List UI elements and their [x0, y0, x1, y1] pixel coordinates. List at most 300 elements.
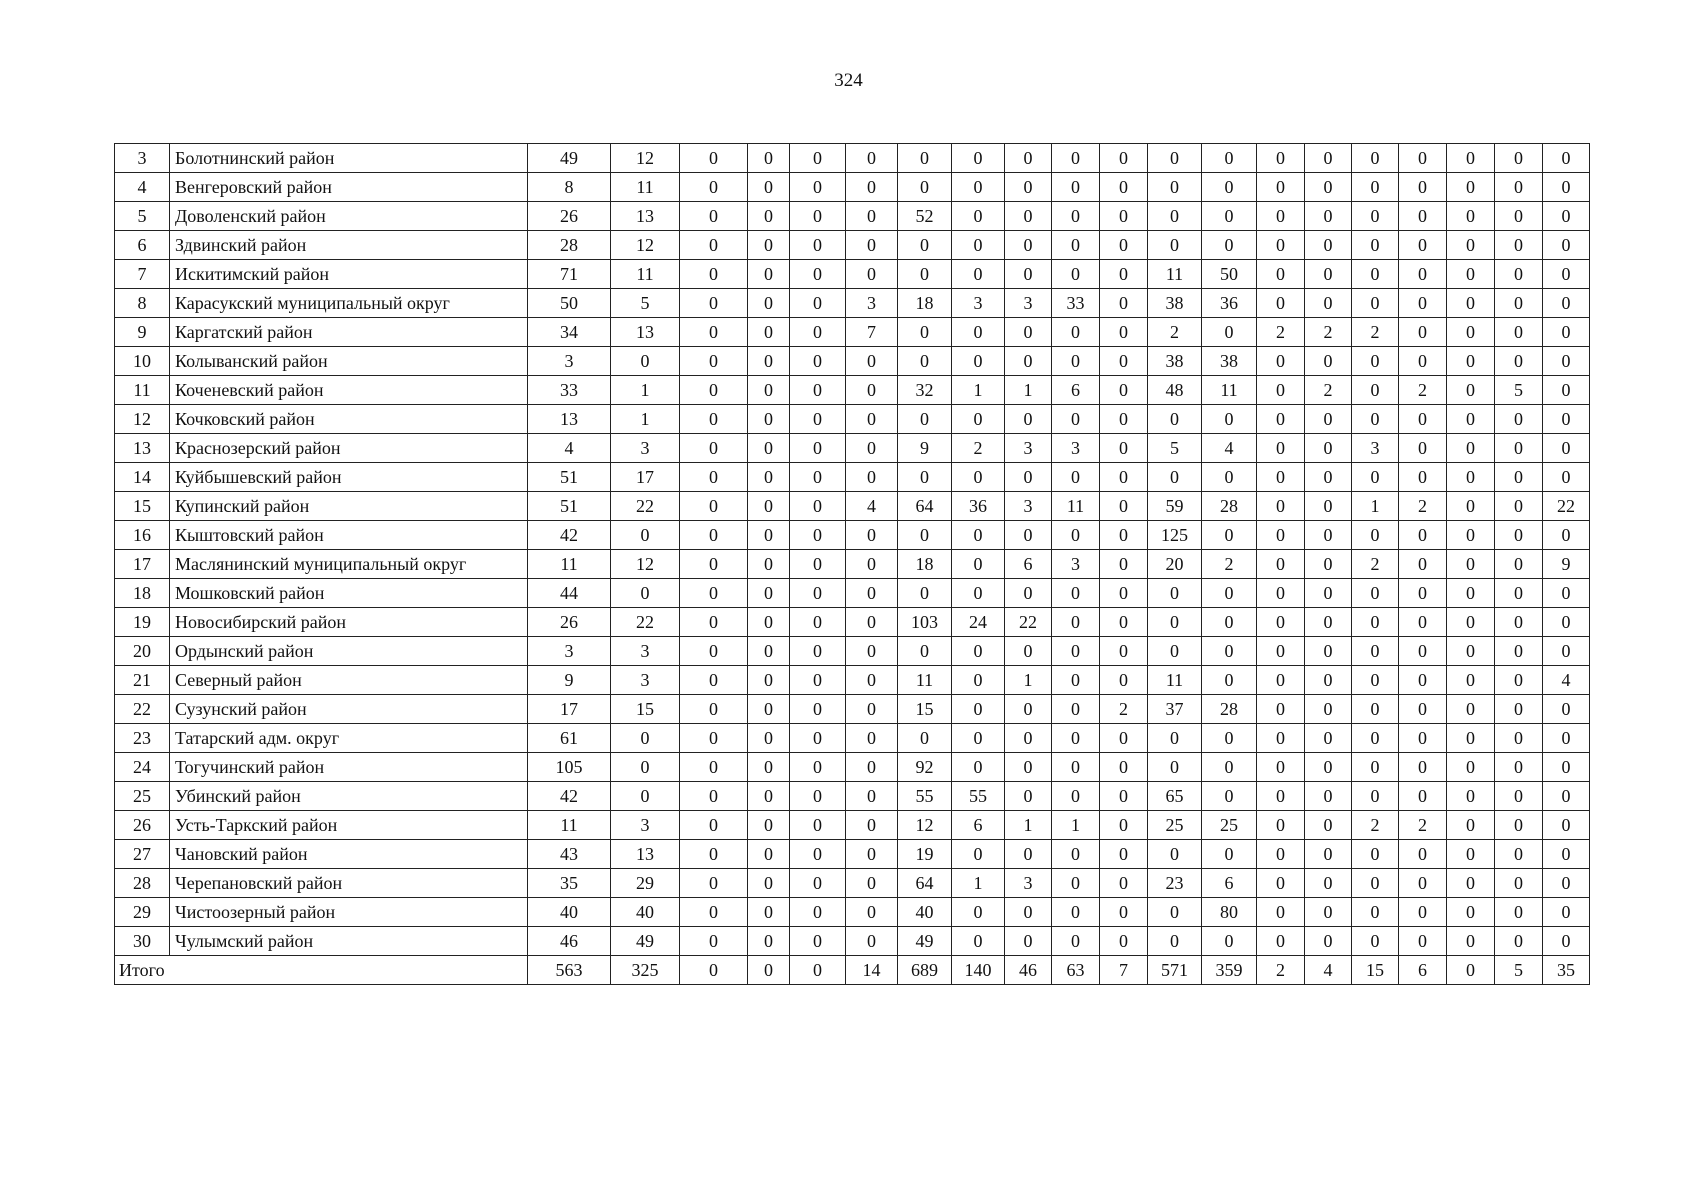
value-cell: 24	[952, 608, 1005, 637]
value-cell: 0	[1352, 202, 1399, 231]
value-cell: 0	[748, 521, 790, 550]
value-cell: 0	[1257, 898, 1305, 927]
value-cell: 0	[1100, 608, 1148, 637]
value-cell: 0	[1447, 318, 1495, 347]
table-row	[115, 173, 1590, 202]
value-cell: 0	[1495, 492, 1543, 521]
value-cell: 0	[790, 202, 846, 231]
value-cell: 11	[611, 173, 680, 202]
value-cell: 0	[1257, 260, 1305, 289]
value-cell: 0	[790, 782, 846, 811]
value-cell: 0	[898, 579, 952, 608]
value-cell: 0	[1352, 289, 1399, 318]
value-cell: 0	[1495, 753, 1543, 782]
district-name: Черепановский район	[170, 869, 528, 898]
value-cell: 0	[748, 550, 790, 579]
value-cell: 0	[680, 579, 748, 608]
district-name: Болотнинский район	[170, 144, 528, 173]
value-cell: 0	[1495, 724, 1543, 753]
value-cell: 0	[1399, 550, 1447, 579]
value-cell: 0	[790, 753, 846, 782]
value-cell: 0	[1352, 231, 1399, 260]
district-name: Купинский район	[170, 492, 528, 521]
row-number: 28	[115, 869, 170, 898]
district-name: Новосибирский район	[170, 608, 528, 637]
value-cell: 18	[898, 289, 952, 318]
table-row	[115, 202, 1590, 231]
total-value-cell: 689	[898, 956, 952, 985]
value-cell: 0	[1148, 463, 1202, 492]
value-cell: 0	[1100, 260, 1148, 289]
value-cell: 103	[898, 608, 952, 637]
value-cell: 0	[1148, 202, 1202, 231]
table-row	[115, 811, 1590, 840]
value-cell: 0	[748, 376, 790, 405]
value-cell: 0	[1447, 463, 1495, 492]
value-cell: 25	[1202, 811, 1257, 840]
value-cell: 51	[528, 492, 611, 521]
value-cell: 0	[1543, 753, 1590, 782]
value-cell: 0	[1100, 231, 1148, 260]
value-cell: 0	[1305, 869, 1352, 898]
value-cell: 38	[1148, 347, 1202, 376]
value-cell: 0	[1447, 405, 1495, 434]
row-number: 4	[115, 173, 170, 202]
value-cell: 0	[1305, 579, 1352, 608]
value-cell: 0	[952, 405, 1005, 434]
value-cell: 49	[528, 144, 611, 173]
value-cell: 0	[1495, 434, 1543, 463]
value-cell: 0	[1495, 666, 1543, 695]
table-row	[115, 318, 1590, 347]
value-cell: 0	[1399, 927, 1447, 956]
value-cell: 0	[1005, 579, 1052, 608]
value-cell: 0	[952, 202, 1005, 231]
value-cell: 0	[846, 753, 898, 782]
value-cell: 0	[1148, 724, 1202, 753]
value-cell: 0	[1257, 753, 1305, 782]
value-cell: 1	[952, 376, 1005, 405]
value-cell: 0	[1399, 608, 1447, 637]
value-cell: 2	[1399, 376, 1447, 405]
value-cell: 0	[748, 289, 790, 318]
value-cell: 26	[528, 608, 611, 637]
value-cell: 0	[1352, 260, 1399, 289]
value-cell: 0	[1305, 260, 1352, 289]
value-cell: 0	[1447, 202, 1495, 231]
row-number: 7	[115, 260, 170, 289]
value-cell: 0	[611, 347, 680, 376]
value-cell: 12	[611, 144, 680, 173]
value-cell: 0	[611, 753, 680, 782]
value-cell: 13	[611, 318, 680, 347]
value-cell: 0	[1399, 318, 1447, 347]
value-cell: 0	[1052, 608, 1100, 637]
value-cell: 0	[1005, 231, 1052, 260]
value-cell: 0	[1543, 608, 1590, 637]
value-cell: 4	[1202, 434, 1257, 463]
value-cell: 0	[1495, 869, 1543, 898]
value-cell: 0	[1202, 521, 1257, 550]
value-cell: 0	[1447, 550, 1495, 579]
value-cell: 0	[952, 463, 1005, 492]
value-cell: 0	[1305, 492, 1352, 521]
value-cell: 0	[1543, 927, 1590, 956]
row-number: 22	[115, 695, 170, 724]
value-cell: 0	[790, 463, 846, 492]
value-cell: 0	[1352, 463, 1399, 492]
table-row	[115, 608, 1590, 637]
value-cell: 0	[1257, 782, 1305, 811]
table-row	[115, 376, 1590, 405]
value-cell: 0	[680, 753, 748, 782]
value-cell: 0	[1005, 927, 1052, 956]
value-cell: 0	[1100, 202, 1148, 231]
value-cell: 0	[1447, 231, 1495, 260]
value-cell: 0	[898, 231, 952, 260]
value-cell: 0	[1052, 753, 1100, 782]
value-cell: 2	[1305, 318, 1352, 347]
value-cell: 0	[1399, 173, 1447, 202]
value-cell: 0	[1543, 637, 1590, 666]
value-cell: 0	[1447, 376, 1495, 405]
value-cell: 0	[1399, 695, 1447, 724]
value-cell: 17	[611, 463, 680, 492]
value-cell: 36	[1202, 289, 1257, 318]
value-cell: 9	[898, 434, 952, 463]
value-cell: 0	[748, 608, 790, 637]
value-cell: 20	[1148, 550, 1202, 579]
value-cell: 0	[680, 463, 748, 492]
value-cell: 0	[748, 231, 790, 260]
value-cell: 0	[1100, 724, 1148, 753]
value-cell: 0	[1399, 840, 1447, 869]
value-cell: 0	[1352, 579, 1399, 608]
row-number: 25	[115, 782, 170, 811]
total-value-cell: 325	[611, 956, 680, 985]
value-cell: 0	[680, 434, 748, 463]
row-number: 16	[115, 521, 170, 550]
value-cell: 0	[1100, 463, 1148, 492]
value-cell: 0	[680, 521, 748, 550]
value-cell: 0	[748, 782, 790, 811]
value-cell: 38	[1148, 289, 1202, 318]
row-number: 30	[115, 927, 170, 956]
district-name: Мошковский район	[170, 579, 528, 608]
value-cell: 0	[1447, 289, 1495, 318]
district-name: Кочковский район	[170, 405, 528, 434]
value-cell: 0	[1305, 550, 1352, 579]
value-cell: 0	[1305, 637, 1352, 666]
value-cell: 0	[846, 521, 898, 550]
value-cell: 0	[1148, 753, 1202, 782]
value-cell: 0	[1543, 521, 1590, 550]
value-cell: 0	[1257, 434, 1305, 463]
value-cell: 9	[528, 666, 611, 695]
value-cell: 0	[1495, 347, 1543, 376]
district-name: Каргатский район	[170, 318, 528, 347]
value-cell: 0	[790, 347, 846, 376]
value-cell: 65	[1148, 782, 1202, 811]
value-cell: 0	[748, 318, 790, 347]
row-number: 23	[115, 724, 170, 753]
value-cell: 0	[952, 173, 1005, 202]
value-cell: 0	[790, 724, 846, 753]
value-cell: 55	[952, 782, 1005, 811]
value-cell: 9	[1543, 550, 1590, 579]
value-cell: 0	[1100, 173, 1148, 202]
value-cell: 3	[528, 347, 611, 376]
total-value-cell: 15	[1352, 956, 1399, 985]
value-cell: 0	[1148, 840, 1202, 869]
value-cell: 15	[898, 695, 952, 724]
table-row	[115, 521, 1590, 550]
value-cell: 0	[1202, 463, 1257, 492]
district-name: Северный район	[170, 666, 528, 695]
value-cell: 50	[528, 289, 611, 318]
value-cell: 38	[1202, 347, 1257, 376]
value-cell: 0	[1100, 405, 1148, 434]
total-label: Итого	[115, 956, 528, 985]
value-cell: 0	[1447, 811, 1495, 840]
value-cell: 1	[1352, 492, 1399, 521]
value-cell: 0	[748, 347, 790, 376]
value-cell: 0	[1352, 840, 1399, 869]
value-cell: 0	[898, 405, 952, 434]
row-number: 24	[115, 753, 170, 782]
value-cell: 0	[1543, 579, 1590, 608]
table-row	[115, 666, 1590, 695]
value-cell: 0	[1202, 840, 1257, 869]
district-name: Доволенский район	[170, 202, 528, 231]
value-cell: 0	[846, 724, 898, 753]
value-cell: 3	[1005, 434, 1052, 463]
value-cell: 0	[898, 521, 952, 550]
value-cell: 0	[1543, 782, 1590, 811]
value-cell: 0	[1447, 173, 1495, 202]
value-cell: 0	[846, 579, 898, 608]
total-value-cell: 2	[1257, 956, 1305, 985]
district-name: Коченевский район	[170, 376, 528, 405]
value-cell: 0	[790, 376, 846, 405]
value-cell: 0	[1399, 202, 1447, 231]
table-row	[115, 840, 1590, 869]
value-cell: 4	[846, 492, 898, 521]
value-cell: 0	[1305, 173, 1352, 202]
value-cell: 0	[1543, 724, 1590, 753]
value-cell: 19	[898, 840, 952, 869]
value-cell: 0	[680, 347, 748, 376]
value-cell: 0	[748, 811, 790, 840]
value-cell: 0	[952, 695, 1005, 724]
total-value-cell: 5	[1495, 956, 1543, 985]
value-cell: 0	[846, 695, 898, 724]
value-cell: 0	[1052, 405, 1100, 434]
value-cell: 0	[1543, 434, 1590, 463]
value-cell: 0	[1100, 666, 1148, 695]
value-cell: 15	[611, 695, 680, 724]
value-cell: 0	[846, 811, 898, 840]
value-cell: 105	[528, 753, 611, 782]
value-cell: 0	[846, 260, 898, 289]
value-cell: 0	[846, 434, 898, 463]
row-number: 26	[115, 811, 170, 840]
value-cell: 0	[680, 782, 748, 811]
value-cell: 0	[1052, 695, 1100, 724]
value-cell: 43	[528, 840, 611, 869]
table-body	[115, 144, 1590, 985]
district-name: Кыштовский район	[170, 521, 528, 550]
value-cell: 26	[528, 202, 611, 231]
row-number: 27	[115, 840, 170, 869]
value-cell: 0	[1202, 753, 1257, 782]
value-cell: 0	[611, 579, 680, 608]
value-cell: 3	[528, 637, 611, 666]
district-name: Чановский район	[170, 840, 528, 869]
value-cell: 0	[1352, 347, 1399, 376]
value-cell: 1	[611, 376, 680, 405]
row-number: 10	[115, 347, 170, 376]
value-cell: 12	[611, 231, 680, 260]
district-name: Сузунский район	[170, 695, 528, 724]
value-cell: 0	[1352, 173, 1399, 202]
table-row	[115, 753, 1590, 782]
value-cell: 25	[1148, 811, 1202, 840]
value-cell: 0	[680, 144, 748, 173]
value-cell: 0	[1257, 492, 1305, 521]
value-cell: 0	[1257, 695, 1305, 724]
value-cell: 50	[1202, 260, 1257, 289]
value-cell: 0	[1543, 289, 1590, 318]
value-cell: 0	[1202, 637, 1257, 666]
row-number: 5	[115, 202, 170, 231]
value-cell: 0	[680, 724, 748, 753]
value-cell: 0	[1100, 521, 1148, 550]
value-cell: 0	[790, 318, 846, 347]
value-cell: 0	[1100, 782, 1148, 811]
value-cell: 0	[680, 173, 748, 202]
value-cell: 13	[611, 202, 680, 231]
value-cell: 0	[790, 144, 846, 173]
value-cell: 0	[1005, 898, 1052, 927]
value-cell: 0	[846, 550, 898, 579]
total-value-cell: 63	[1052, 956, 1100, 985]
value-cell: 0	[1257, 463, 1305, 492]
table-row	[115, 260, 1590, 289]
value-cell: 0	[1447, 608, 1495, 637]
value-cell: 0	[1305, 927, 1352, 956]
value-cell: 0	[952, 144, 1005, 173]
value-cell: 22	[611, 492, 680, 521]
value-cell: 6	[1202, 869, 1257, 898]
value-cell: 0	[1257, 840, 1305, 869]
value-cell: 0	[1543, 173, 1590, 202]
value-cell: 0	[1543, 144, 1590, 173]
value-cell: 0	[1543, 695, 1590, 724]
value-cell: 0	[790, 231, 846, 260]
value-cell: 0	[952, 637, 1005, 666]
value-cell: 0	[952, 724, 1005, 753]
value-cell: 0	[680, 202, 748, 231]
value-cell: 0	[1052, 202, 1100, 231]
value-cell: 0	[680, 666, 748, 695]
value-cell: 71	[528, 260, 611, 289]
value-cell: 0	[1495, 289, 1543, 318]
value-cell: 0	[1100, 579, 1148, 608]
value-cell: 32	[898, 376, 952, 405]
value-cell: 5	[1148, 434, 1202, 463]
value-cell: 0	[790, 405, 846, 434]
value-cell: 0	[790, 173, 846, 202]
value-cell: 48	[1148, 376, 1202, 405]
value-cell: 0	[790, 811, 846, 840]
value-cell: 0	[898, 260, 952, 289]
total-value-cell: 46	[1005, 956, 1052, 985]
value-cell: 0	[748, 724, 790, 753]
value-cell: 0	[1352, 927, 1399, 956]
value-cell: 0	[1257, 144, 1305, 173]
value-cell: 4	[528, 434, 611, 463]
value-cell: 52	[898, 202, 952, 231]
value-cell: 0	[1543, 260, 1590, 289]
value-cell: 1	[1005, 811, 1052, 840]
table-row	[115, 898, 1590, 927]
value-cell: 0	[1257, 724, 1305, 753]
value-cell: 0	[1257, 550, 1305, 579]
total-value-cell: 140	[952, 956, 1005, 985]
total-value-cell: 571	[1148, 956, 1202, 985]
value-cell: 0	[748, 753, 790, 782]
value-cell: 0	[1305, 144, 1352, 173]
value-cell: 0	[1052, 840, 1100, 869]
row-number: 18	[115, 579, 170, 608]
value-cell: 0	[1100, 927, 1148, 956]
value-cell: 0	[1005, 144, 1052, 173]
value-cell: 0	[1399, 144, 1447, 173]
value-cell: 0	[952, 550, 1005, 579]
value-cell: 0	[1352, 521, 1399, 550]
value-cell: 0	[898, 173, 952, 202]
value-cell: 0	[1257, 521, 1305, 550]
value-cell: 0	[898, 637, 952, 666]
value-cell: 0	[1495, 898, 1543, 927]
value-cell: 0	[1305, 782, 1352, 811]
value-cell: 125	[1148, 521, 1202, 550]
value-cell: 0	[1148, 579, 1202, 608]
table-row	[115, 869, 1590, 898]
district-name: Маслянинский муниципальный округ	[170, 550, 528, 579]
value-cell: 0	[1100, 289, 1148, 318]
value-cell: 0	[1543, 898, 1590, 927]
value-cell: 0	[1202, 405, 1257, 434]
total-value-cell: 359	[1202, 956, 1257, 985]
value-cell: 0	[790, 550, 846, 579]
value-cell: 0	[1257, 869, 1305, 898]
value-cell: 4	[1543, 666, 1590, 695]
value-cell: 0	[611, 782, 680, 811]
district-name: Татарский адм. округ	[170, 724, 528, 753]
value-cell: 61	[528, 724, 611, 753]
value-cell: 0	[1052, 579, 1100, 608]
value-cell: 0	[1495, 550, 1543, 579]
value-cell: 3	[611, 637, 680, 666]
table-row	[115, 347, 1590, 376]
value-cell: 0	[1399, 579, 1447, 608]
value-cell: 0	[748, 202, 790, 231]
value-cell: 40	[898, 898, 952, 927]
value-cell: 0	[1399, 405, 1447, 434]
value-cell: 0	[1543, 347, 1590, 376]
